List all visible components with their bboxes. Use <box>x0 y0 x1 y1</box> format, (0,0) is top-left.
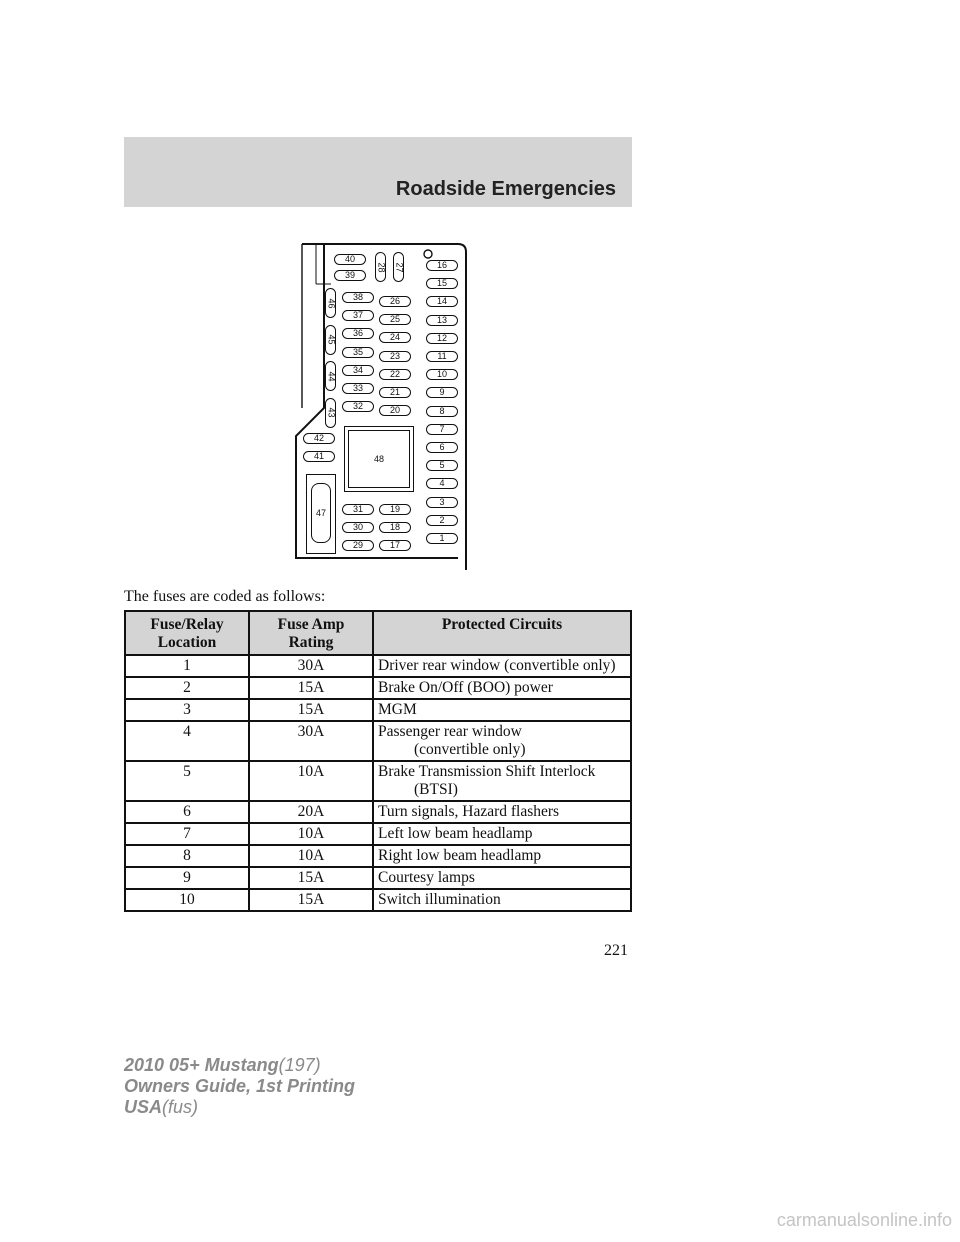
fuse-circuits: Passenger rear window (convertible only) <box>373 721 631 761</box>
table-row <box>125 889 631 911</box>
fuse-circuits: Left low beam headlamp <box>373 823 631 845</box>
fuse-circuits: Brake Transmission Shift Interlock (BTSI) <box>373 761 631 801</box>
fuse-46: 46 <box>325 288 336 318</box>
fuse-table <box>124 610 632 912</box>
fuse-14: 14 <box>426 296 458 307</box>
print-footer <box>124 1055 355 1118</box>
fuse-circuits: MGM <box>373 699 631 721</box>
fuse-8: 8 <box>426 406 458 417</box>
table-row <box>125 867 631 889</box>
fuse-4: 4 <box>426 478 458 489</box>
fuse-43: 43 <box>325 398 336 428</box>
fuse-rating: 30A <box>249 655 373 677</box>
fuse-10: 10 <box>426 369 458 380</box>
fuse-circuits: Switch illumination <box>373 889 631 911</box>
header-location: Fuse/Relay Location <box>125 611 249 655</box>
table-row <box>125 721 631 761</box>
page-number: 221 <box>604 942 628 959</box>
fuse-25: 25 <box>379 314 411 325</box>
fuse-31: 31 <box>342 504 374 515</box>
fuse-21: 21 <box>379 387 411 398</box>
fuse-39: 39 <box>334 270 366 281</box>
fuse-15: 15 <box>426 278 458 289</box>
footer-market: USA <box>124 1097 163 1117</box>
table-row <box>125 655 631 677</box>
watermark: carmanualsonline.info <box>776 1210 952 1230</box>
fuse-20: 20 <box>379 405 411 416</box>
fuse-rating: 15A <box>249 889 373 911</box>
fuse-rating: 10A <box>249 761 373 801</box>
footer-guide: Owners Guide, 1st Printing <box>124 1076 356 1096</box>
table-row <box>125 761 631 801</box>
relay-47: 47 <box>311 483 331 543</box>
fuse-44: 44 <box>325 361 336 391</box>
fuse-rating: 10A <box>249 823 373 845</box>
fuse-rating: 30A <box>249 721 373 761</box>
fuse-location: 5 <box>125 761 249 801</box>
fuse-5: 5 <box>426 460 458 471</box>
fuse-rating: 15A <box>249 867 373 889</box>
fuse-18: 18 <box>379 522 411 533</box>
fuse-28: 28 <box>375 252 386 282</box>
fuse-29: 29 <box>342 540 374 551</box>
fuse-30: 30 <box>342 522 374 533</box>
fuse-35: 35 <box>342 347 374 358</box>
table-row <box>125 845 631 867</box>
fuse-19: 19 <box>379 504 411 515</box>
fuse-37: 37 <box>342 310 374 321</box>
fuse-rating: 15A <box>249 677 373 699</box>
fuse-3: 3 <box>426 497 458 508</box>
fuse-2: 2 <box>426 515 458 526</box>
fuse-26: 26 <box>379 296 411 307</box>
fuse-17: 17 <box>379 540 411 551</box>
table-row <box>125 677 631 699</box>
relay-48: 48 <box>344 426 414 492</box>
fuse-location: 9 <box>125 867 249 889</box>
fuse-circuits: Brake On/Off (BOO) power <box>373 677 631 699</box>
fuse-23: 23 <box>379 351 411 362</box>
fuse-27: 27 <box>393 252 404 282</box>
fuse-location: 3 <box>125 699 249 721</box>
fuse-42: 42 <box>303 433 335 444</box>
fuse-13: 13 <box>426 315 458 326</box>
fuse-41: 41 <box>303 451 335 462</box>
fuse-location: 10 <box>125 889 249 911</box>
fuse-circuits: Turn signals, Hazard flashers <box>373 801 631 823</box>
intro-text: The fuses are coded as follows: <box>124 588 326 605</box>
header-rating: Fuse Amp Rating <box>249 611 373 655</box>
table-row <box>125 699 631 721</box>
fuse-24: 24 <box>379 332 411 343</box>
section-title: Roadside Emergencies <box>395 178 616 200</box>
footer-model: 2010 05+ Mustang <box>124 1055 279 1075</box>
fuse-circuits: Right low beam headlamp <box>373 845 631 867</box>
fuse-16: 16 <box>426 260 458 271</box>
fuse-circuits: Courtesy lamps <box>373 867 631 889</box>
fuse-location: 2 <box>125 677 249 699</box>
fuse-22: 22 <box>379 369 411 380</box>
fuse-circuits: Driver rear window (convertible only) <box>373 655 631 677</box>
section-header-band <box>124 137 632 207</box>
fuse-32: 32 <box>342 401 374 412</box>
fuse-9: 9 <box>426 387 458 398</box>
fuse-rating: 15A <box>249 699 373 721</box>
table-row <box>125 823 631 845</box>
table-row <box>125 801 631 823</box>
fuse-40: 40 <box>334 254 366 265</box>
header-circuits: Protected Circuits <box>373 611 631 655</box>
fuse-7: 7 <box>426 424 458 435</box>
fuse-38: 38 <box>342 292 374 303</box>
fuse-location: 4 <box>125 721 249 761</box>
fuse-6: 6 <box>426 442 458 453</box>
fuse-36: 36 <box>342 328 374 339</box>
fuse-11: 11 <box>426 351 458 362</box>
fuse-location: 6 <box>125 801 249 823</box>
fuse-rating: 20A <box>249 801 373 823</box>
fuse-location: 8 <box>125 845 249 867</box>
fuse-location: 1 <box>125 655 249 677</box>
fuse-33: 33 <box>342 383 374 394</box>
fuse-34: 34 <box>342 365 374 376</box>
fuse-rating: 10A <box>249 845 373 867</box>
fuse-location: 7 <box>125 823 249 845</box>
fuse-table-header <box>125 611 631 655</box>
footer-model-code: (197) <box>278 1055 321 1075</box>
fuse-panel-diagram <box>286 236 472 570</box>
fuse-12: 12 <box>426 333 458 344</box>
fuse-45: 45 <box>325 325 336 355</box>
footer-market-code: (fus) <box>162 1097 199 1117</box>
relay-47-housing <box>306 474 336 554</box>
fuse-1: 1 <box>426 533 458 544</box>
